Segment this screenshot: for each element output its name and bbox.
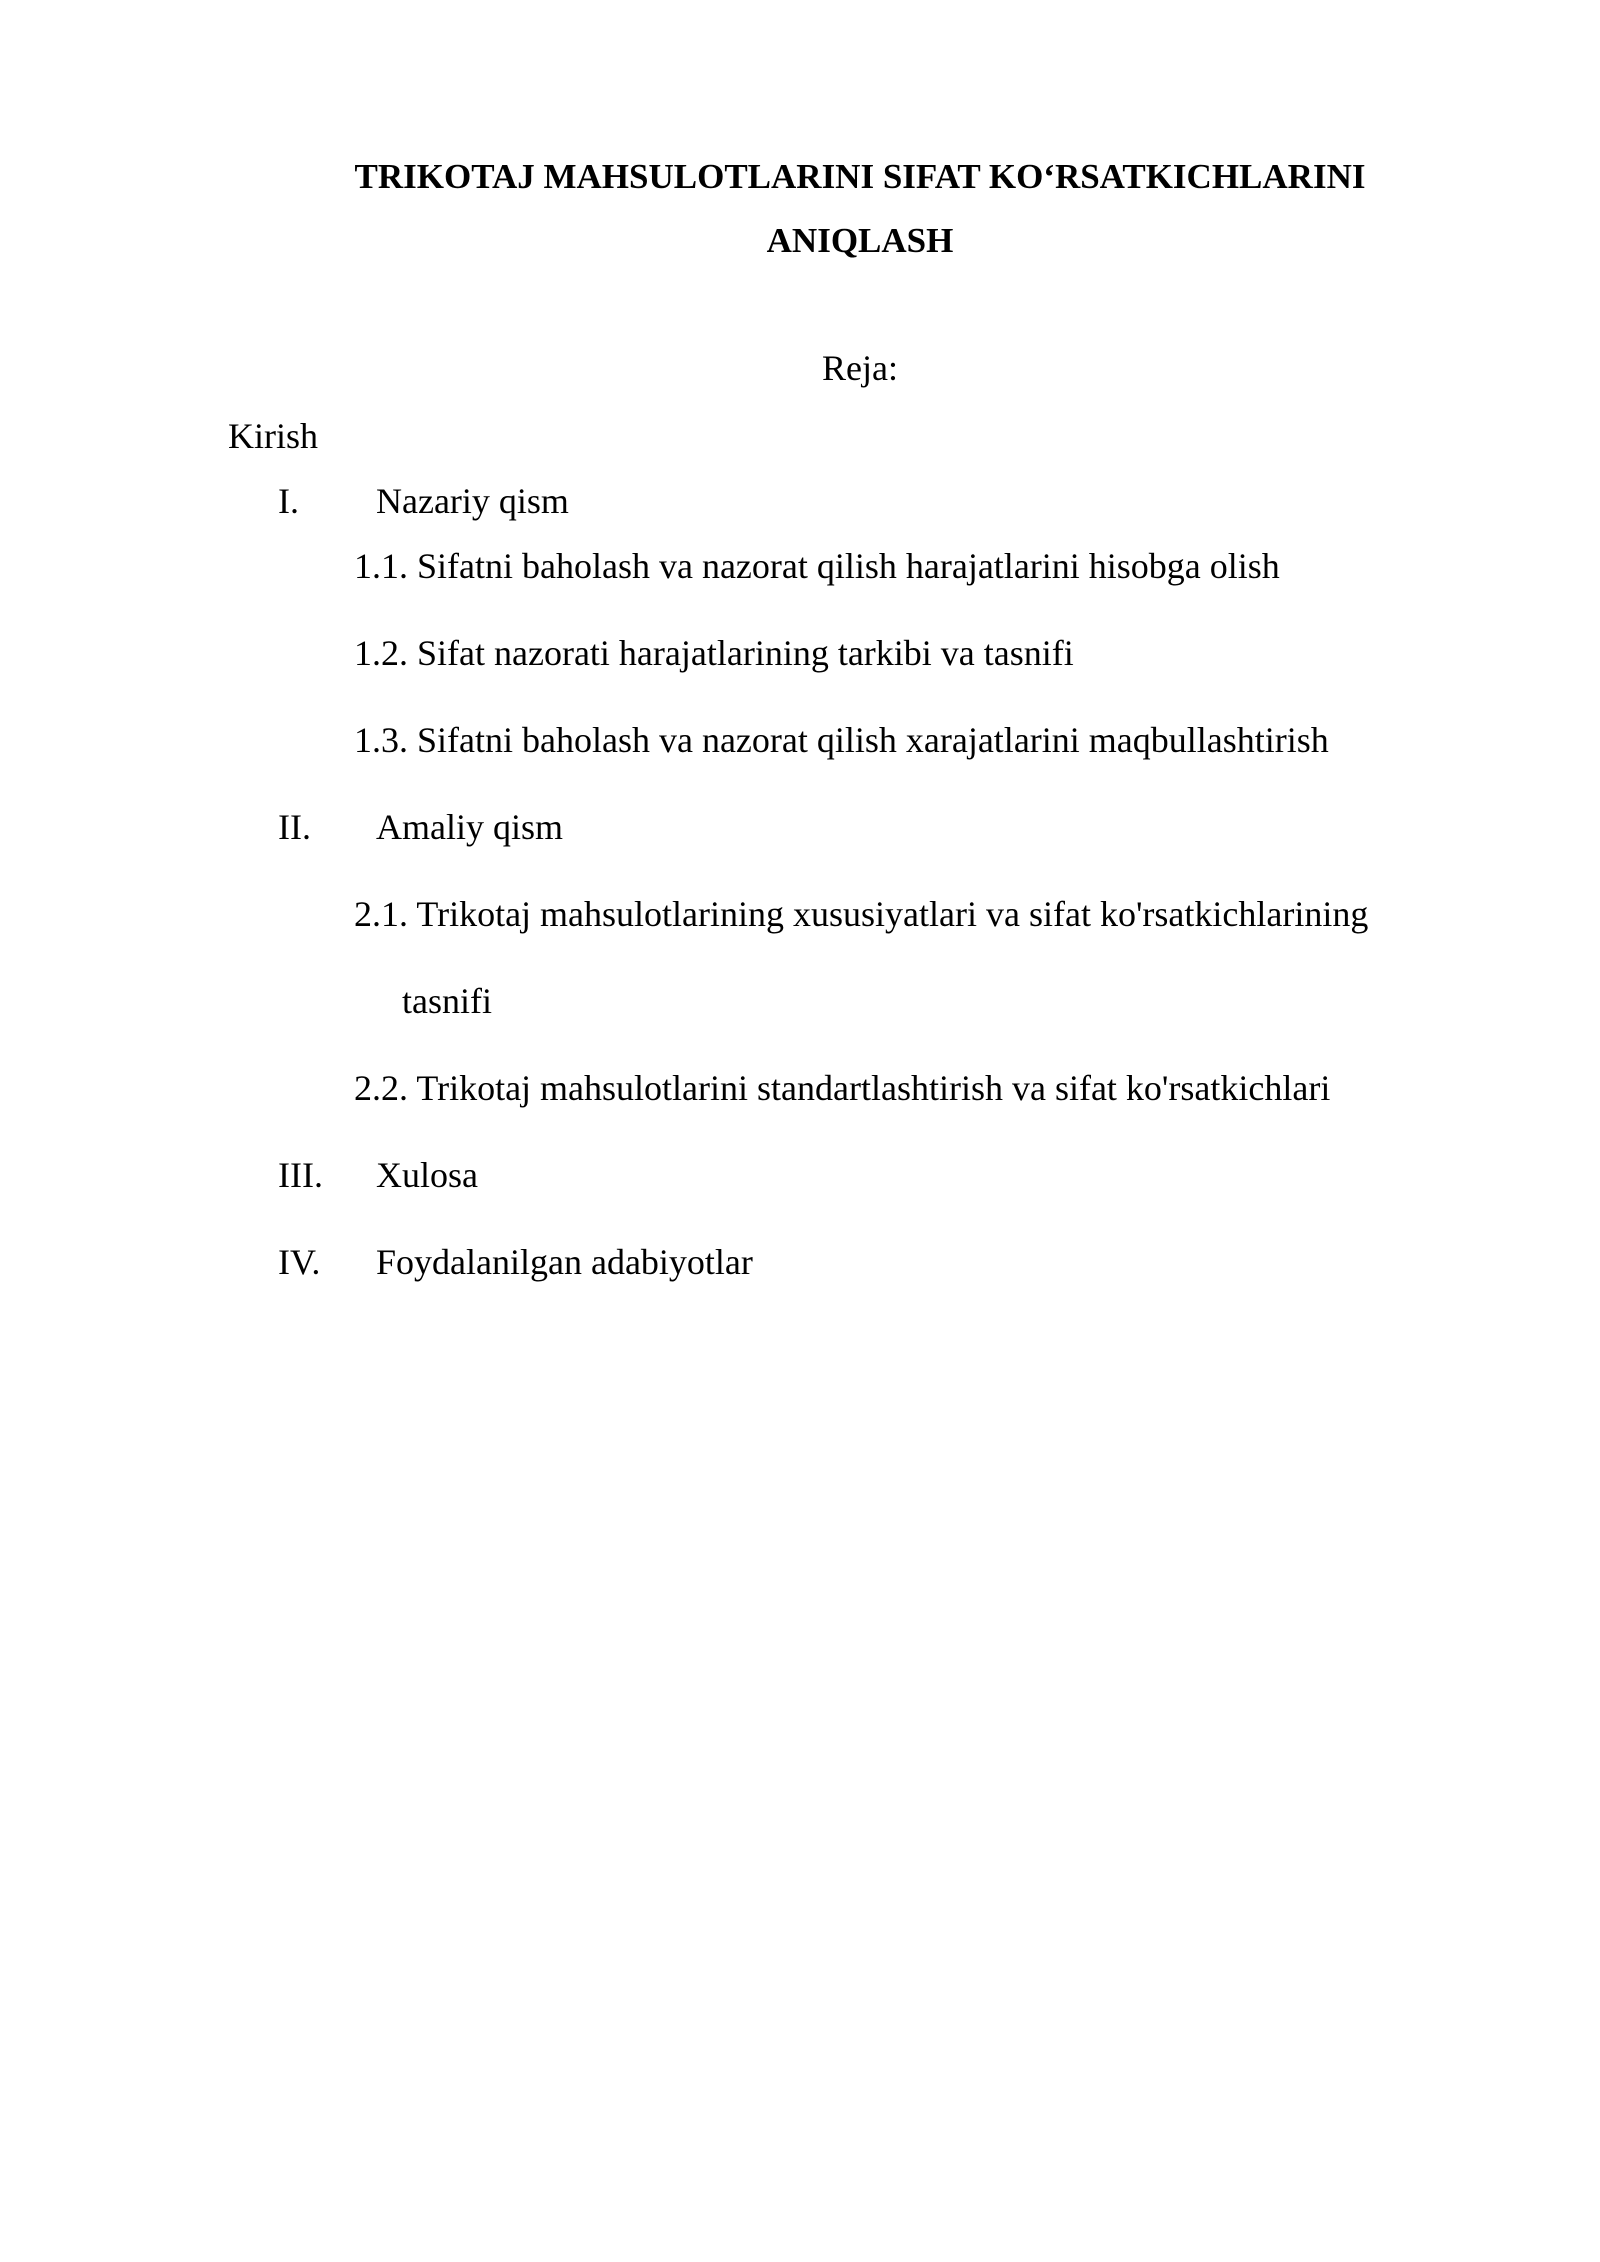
title-line-1: TRIKOTAJ MAHSULOTLARINI SIFAT KO‘RSATKICHLARINI bbox=[354, 157, 1366, 196]
intro-item: Kirish bbox=[228, 416, 318, 456]
section-number: IV. bbox=[278, 1242, 321, 1282]
section-label: Xulosa bbox=[376, 1155, 478, 1195]
title-line-2: ANIQLASH bbox=[766, 221, 954, 260]
plan-heading: Reja: bbox=[822, 348, 898, 388]
subsection-1-1: 1.1. Sifatni baholash va nazorat qilish harajatlarini hisobga olish bbox=[354, 546, 1280, 586]
subsection-1-2: 1.2. Sifat nazorati harajatlarining tarkibi va tasnifi bbox=[354, 633, 1074, 673]
subsection-2-2: 2.2. Trikotaj mahsulotlarini standartlashtirish va sifat ko'rsatkichlari bbox=[354, 1068, 1331, 1108]
section-label: Nazariy qism bbox=[376, 481, 569, 521]
section-label: Amaliy qism bbox=[376, 807, 563, 847]
subsection-2-1: 2.1. Trikotaj mahsulotlarining xususiyatlari va sifat ko'rsatkichlarining bbox=[354, 894, 1369, 934]
section-label: Foydalanilgan adabiyotlar bbox=[376, 1242, 753, 1282]
subsection-2-1-continued: tasnifi bbox=[402, 981, 492, 1021]
subsection-1-3: 1.3. Sifatni baholash va nazorat qilish xarajatlarini maqbullashtirish bbox=[354, 720, 1329, 760]
document-title bbox=[230, 145, 1490, 273]
section-number: II. bbox=[278, 807, 311, 847]
section-number: I. bbox=[278, 481, 299, 521]
section-number: III. bbox=[278, 1155, 323, 1195]
